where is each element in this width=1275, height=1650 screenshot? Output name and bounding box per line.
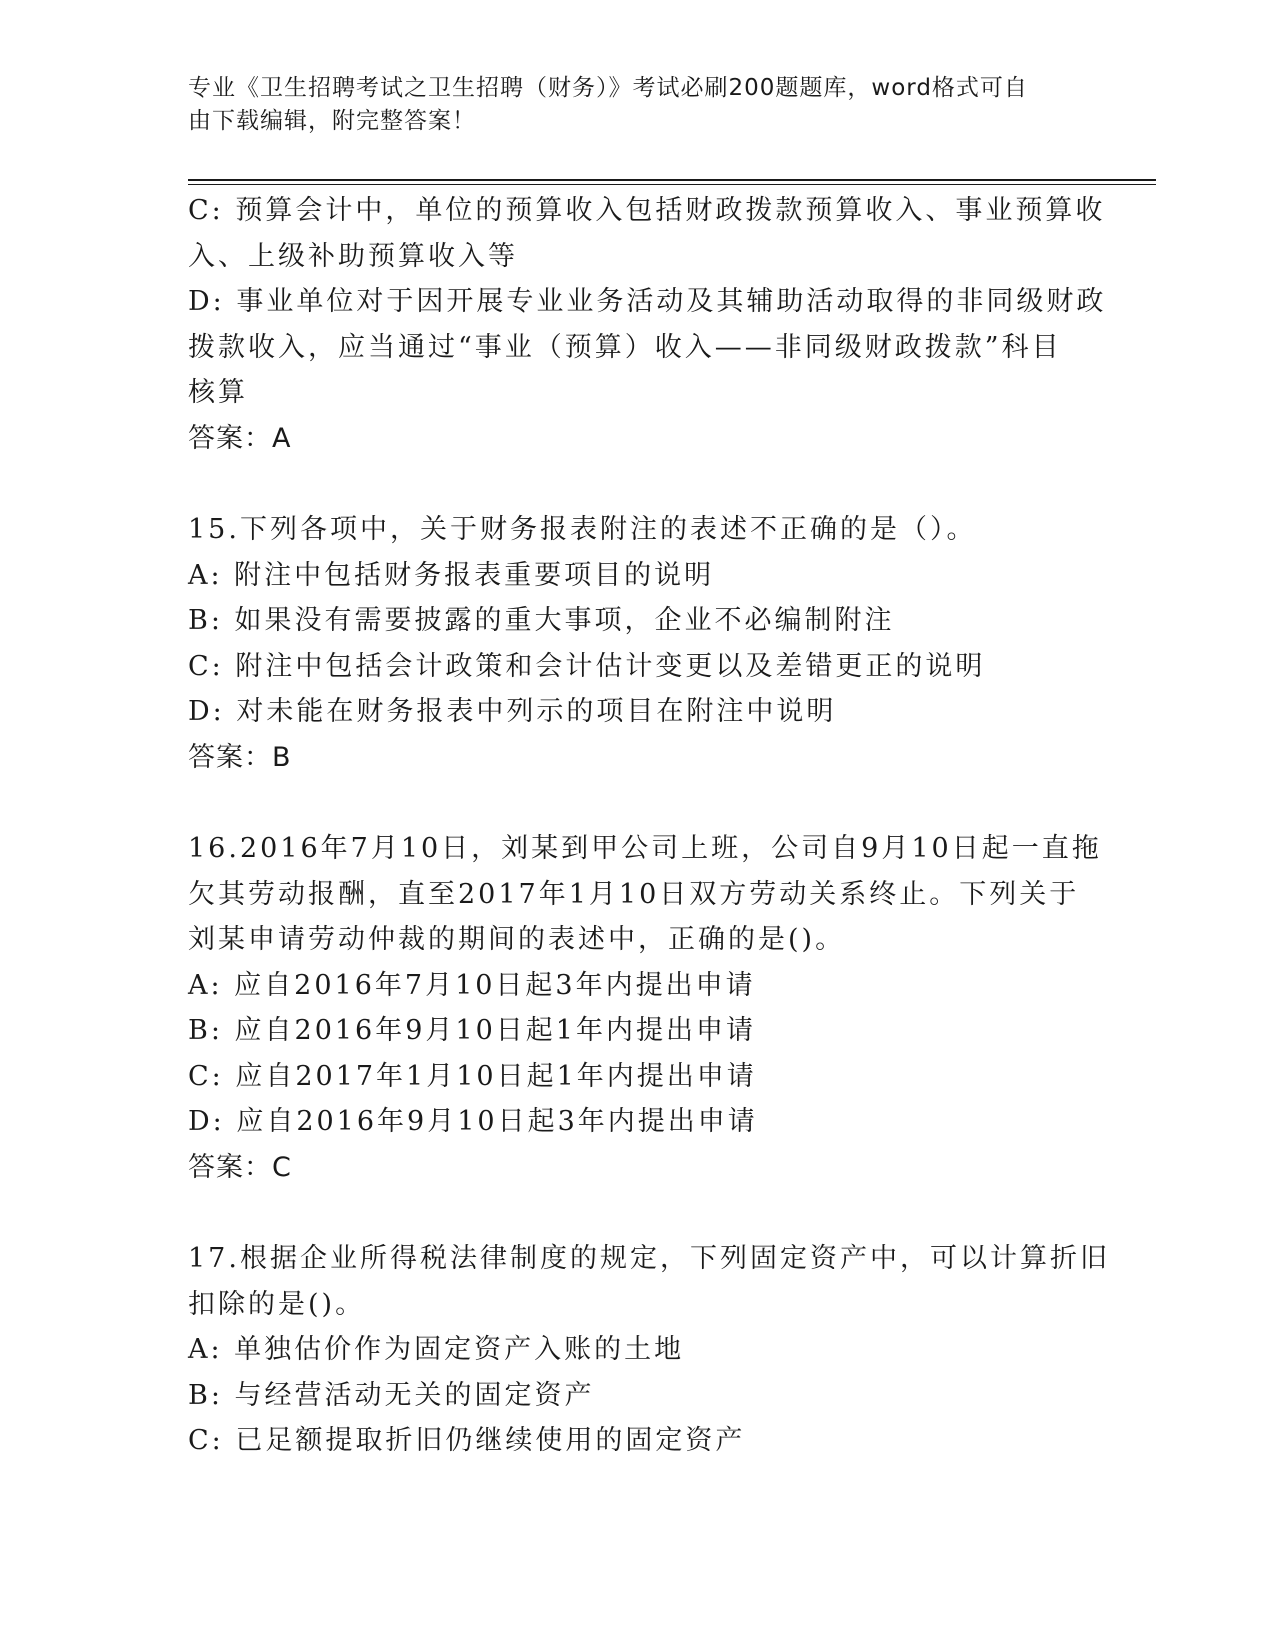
question-17-option-a: A: 单独估价作为固定资产入账的土地 [188, 1334, 685, 1365]
question-17-stem-line-1: 17.根据企业所得税法律制度的规定，下列固定资产中，可以计算折旧 [188, 1243, 1110, 1274]
question-16-option-b: B: 应自2016年9月10日起1年内提出申请 [188, 1015, 756, 1046]
question-17-option-c: C: 已足额提取折旧仍继续使用的固定资产 [188, 1425, 746, 1456]
question-14-continued [188, 188, 1107, 461]
question-17 [188, 1236, 1110, 1464]
header-divider-thick [188, 179, 1156, 181]
document-header [188, 72, 1088, 138]
question-16-option-c: C: 应自2017年1月10日起1年内提出申请 [188, 1060, 757, 1092]
answer-14: 答案：A [188, 422, 292, 454]
question-16-stem-line-3: 刘某申请劳动仲裁的期间的表述中，正确的是()。 [188, 924, 846, 955]
question-16-option-d: D: 应自2016年9月10日起3年内提出申请 [188, 1106, 758, 1137]
document-body [188, 188, 1110, 1464]
question-16-stem-line-2: 欠其劳动报酬，直至2017年1月10日双方劳动关系终止。下列关于 [188, 878, 1080, 910]
question-15-option-c: C: 附注中包括会计政策和会计估计变更以及差错更正的说明 [188, 650, 986, 682]
option-c-line-2: 入、上级补助预算收入等 [188, 240, 518, 272]
option-d-line-1: D: 事业单位对于因开展专业业务活动及其辅助活动取得的非同级财政 [188, 286, 1107, 317]
header-line-2: 由下载编辑，附完整答案！ [188, 108, 476, 134]
question-15 [188, 507, 1088, 780]
spacer [188, 461, 1088, 507]
question-16 [188, 826, 1102, 1190]
question-15-stem: 15.下列各项中，关于财务报表附注的表述不正确的是（）。 [188, 514, 977, 545]
question-15-option-a: A: 附注中包括财务报表重要项目的说明 [188, 559, 715, 591]
question-17-stem-line-2: 扣除的是()。 [188, 1288, 366, 1320]
option-c-line-1: C: 预算会计中，单位的预算收入包括财政拨款预算收入、事业预算收 [188, 195, 1106, 226]
question-15-option-b: B: 如果没有需要披露的重大事项，企业不必编制附注 [188, 605, 895, 636]
header-divider-thin [188, 184, 1156, 185]
spacer [188, 1190, 1088, 1236]
answer-15: 答案：B [188, 741, 292, 773]
answer-16: 答案：C [188, 1151, 292, 1183]
spacer [188, 780, 1088, 826]
question-17-option-b: B: 与经营活动无关的固定资产 [188, 1379, 595, 1411]
option-d-line-2: 拨款收入，应当通过“事业（预算）收入——非同级财政拨款”科目 [188, 331, 1062, 363]
header-line-1: 专业《卫生招聘考试之卫生招聘（财务）》考试必刷200题题库，word格式可自 [188, 75, 1028, 101]
question-15-option-d: D: 对未能在财务报表中列示的项目在附注中说明 [188, 696, 837, 727]
option-d-line-3: 核算 [188, 377, 248, 408]
question-16-option-a: A: 应自2016年7月10日起3年内提出申请 [188, 969, 756, 1001]
question-16-stem-line-1: 16.2016年7月10日，刘某到甲公司上班，公司自9月10日起一直拖 [188, 833, 1102, 864]
